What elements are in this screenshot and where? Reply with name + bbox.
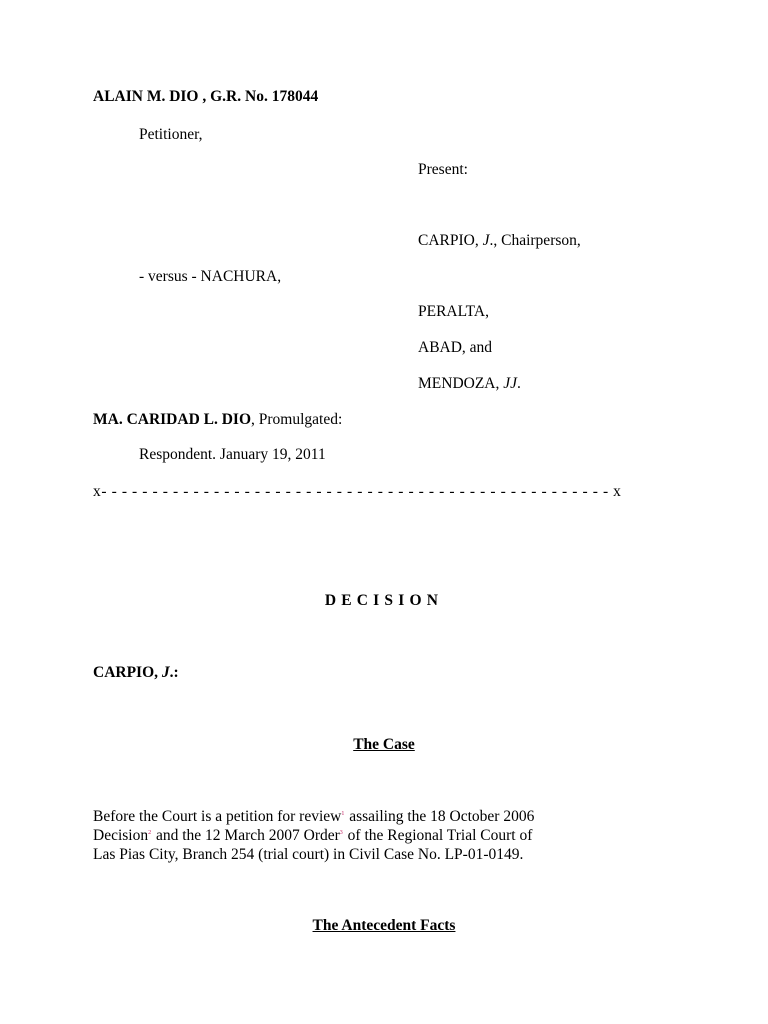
separator-line: x- - - - - - - - - - - - - - - - - - - - - - - - - - - - - - - - - - - - - - - - - - - - - - - - - - x	[93, 483, 622, 500]
gr-number: , G.R. No. 178044	[202, 88, 319, 105]
paragraph-line-1	[93, 807, 693, 826]
paragraph-text: Before the Court is a petition for review	[93, 808, 342, 825]
respondent-date-line: Respondent. January 19, 2011	[139, 446, 326, 463]
the-case-heading: The Case	[353, 736, 415, 753]
ponente-name: CARPIO,	[93, 664, 162, 681]
footnote-3-link[interactable]: 3	[339, 829, 343, 836]
respondent-line	[93, 411, 342, 429]
versus-line: - versus - NACHURA,	[139, 268, 282, 285]
respondent-name: MA. CARIDAD L. DIO	[93, 411, 252, 428]
promulgated-label: , Promulgated:	[251, 411, 343, 428]
footnote-2-link[interactable]: 2	[148, 829, 152, 836]
present-label: Present:	[418, 161, 468, 178]
case-paragraph	[93, 807, 693, 864]
petitioner-line	[93, 88, 318, 106]
justice-mendoza	[418, 375, 521, 393]
ponente-suffix: .:	[169, 664, 179, 681]
paragraph-text: and the 12 March 2007 Order	[152, 827, 340, 844]
justice-chairperson	[418, 232, 581, 250]
justice-1-name: CARPIO,	[418, 232, 483, 249]
justice-1-j: J	[482, 232, 490, 249]
justice-peralta: PERALTA,	[418, 303, 489, 320]
paragraph-line-2	[93, 826, 693, 845]
ponente-line	[93, 664, 179, 682]
paragraph-text: assailing the 18 October 2006	[345, 808, 535, 825]
justice-abad: ABAD, and	[418, 339, 493, 356]
paragraph-text: of the Regional Trial Court of	[343, 827, 533, 844]
justice-1-suffix: ., Chairperson,	[489, 232, 581, 249]
petitioner-label: Petitioner,	[139, 126, 203, 143]
petitioner-name: ALAIN M. DIO	[93, 88, 199, 105]
paragraph-line-3: Las Pias City, Branch 254 (trial court) in Civil Case No. LP-01-0149.	[93, 846, 524, 863]
antecedent-facts-heading: The Antecedent Facts	[312, 917, 456, 934]
decision-title: DECISION	[324, 592, 444, 609]
ponente-j: J	[161, 664, 170, 681]
paragraph-text: Decision	[93, 827, 149, 844]
justice-5-jj: JJ	[503, 375, 518, 392]
justice-5-suffix: .	[517, 375, 521, 392]
footnote-1-link[interactable]: 1	[341, 810, 345, 817]
justice-5-name: MENDOZA,	[418, 375, 504, 392]
